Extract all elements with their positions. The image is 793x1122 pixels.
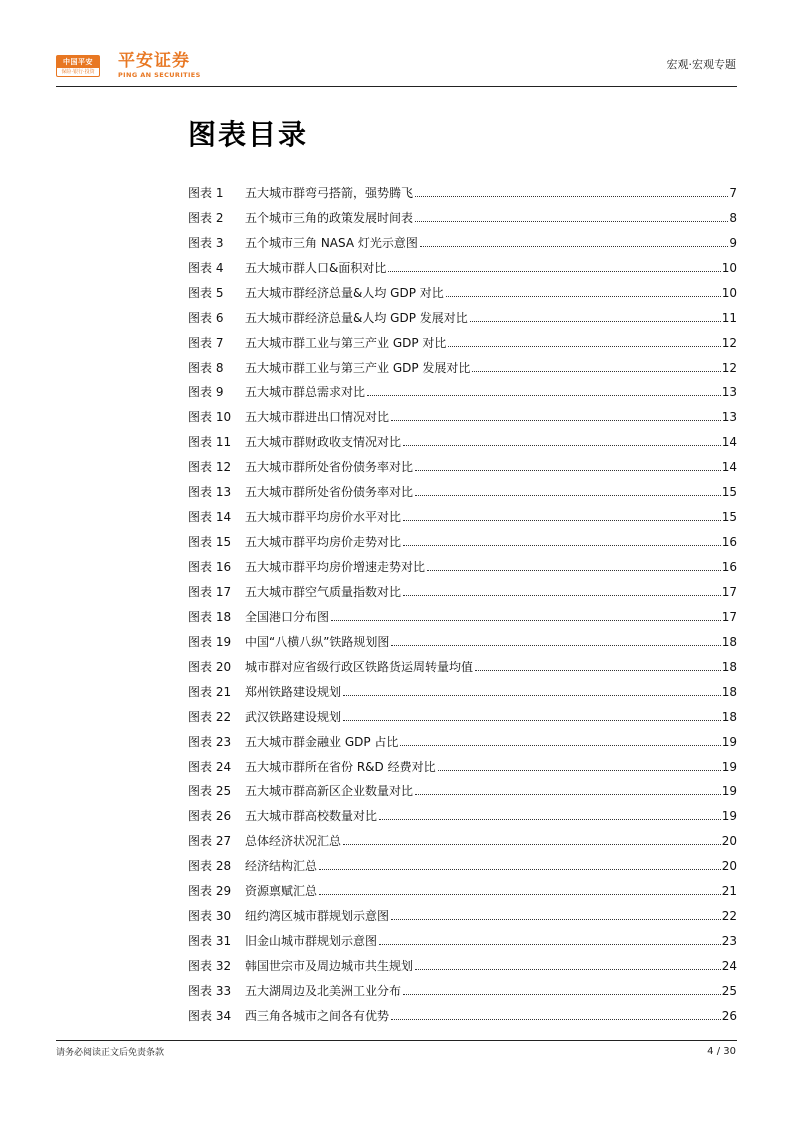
toc-entry-title: 五大城市群平均房价水平对比 — [245, 510, 402, 525]
toc-entry-label: 图表 23 — [188, 734, 232, 749]
toc-entry-label: 图表 6 — [188, 310, 224, 325]
toc-entry-label: 图表 15 — [188, 535, 232, 550]
toc-entry[interactable] — [188, 824, 737, 849]
toc-entry[interactable] — [188, 475, 737, 500]
toc-entry-title: 五大城市群所在省份 R&D 经费对比 — [245, 759, 436, 774]
toc-entry[interactable] — [188, 400, 737, 425]
toc-entry-title: 五大城市群弯弓搭箭，强势腾飞 — [245, 185, 414, 200]
toc-dot-leader — [415, 470, 721, 471]
toc-entry-title: 城市群对应省级行政区铁路货运周转量均值 — [245, 659, 474, 674]
toc-dot-leader — [415, 196, 728, 197]
toc-entry-title: 武汉铁路建设规划 — [245, 709, 342, 724]
toc-entry[interactable] — [188, 326, 737, 351]
toc-dot-leader — [438, 770, 721, 771]
toc-entry-label: 图表 32 — [188, 959, 232, 973]
toc-entry-title: 五大城市群总需求对比 — [245, 385, 366, 400]
toc-entry-label: 图表 4 — [188, 260, 224, 275]
toc-entry-label: 图表 17 — [188, 584, 232, 599]
toc-entry[interactable] — [188, 799, 737, 824]
toc-entry-label: 图表 28 — [188, 859, 232, 874]
toc-entry-page: 20 — [721, 834, 737, 849]
toc-entry-page: 18 — [721, 659, 737, 674]
toc-entry-title: 五大城市群所处省份债务率对比 — [245, 485, 414, 500]
toc-entry-label: 图表 8 — [188, 360, 224, 375]
toc-entry-title: 五个城市三角 NASA 灯光示意图 — [245, 235, 418, 250]
toc-entry[interactable] — [188, 450, 737, 475]
toc-entry-title: 五大城市群经济总量&人均 GDP 对比 — [245, 285, 444, 300]
toc-dot-leader — [391, 420, 721, 421]
toc-entry-label: 图表 5 — [188, 285, 224, 300]
toc-entry[interactable] — [188, 874, 737, 899]
toc-entry-label: 图表 10 — [188, 410, 232, 425]
toc-entry-page: 19 — [721, 734, 737, 749]
toc-dot-leader — [343, 720, 721, 721]
toc-entry-label: 图表 24 — [188, 759, 232, 774]
toc-entry-title: 五大城市群人口&面积对比 — [245, 260, 387, 275]
toc-entry[interactable] — [188, 650, 737, 675]
toc-entry-label: 图表 7 — [188, 335, 224, 350]
toc-entry-page: 22 — [721, 909, 737, 924]
toc-entry[interactable] — [188, 700, 737, 725]
toc-entry[interactable] — [188, 750, 737, 775]
toc-entry-page: 20 — [721, 859, 737, 874]
toc-entry-page: 17 — [721, 584, 737, 599]
toc-dot-leader — [367, 395, 721, 396]
toc-entry[interactable] — [188, 226, 737, 251]
toc-entry[interactable] — [188, 949, 737, 974]
toc-entry[interactable] — [188, 775, 737, 800]
toc-entry-label: 图表 13 — [188, 485, 232, 500]
toc-entry[interactable] — [188, 575, 737, 600]
toc-entry-label: 图表 9 — [188, 385, 224, 400]
toc-entry[interactable] — [188, 176, 737, 201]
toc-entry[interactable] — [188, 625, 737, 650]
toc-entry[interactable] — [188, 525, 737, 550]
toc-entry-label: 图表 3 — [188, 235, 224, 250]
toc-entry-title: 五大城市群金融业 GDP 占比 — [245, 734, 399, 749]
toc-dot-leader — [391, 1019, 721, 1020]
toc-entry-page: 23 — [721, 934, 737, 949]
toc-dot-leader — [379, 819, 721, 820]
toc-entry-label: 图表 21 — [188, 684, 232, 699]
toc-entry-label: 图表 12 — [188, 460, 232, 475]
toc-dot-leader — [403, 520, 721, 521]
toc-entry-page: 24 — [721, 959, 737, 973]
toc-entry[interactable] — [188, 351, 737, 376]
toc-entry-page: 13 — [721, 410, 737, 425]
toc-entry-title: 郑州铁路建设规划 — [245, 684, 342, 699]
toc-dot-leader — [388, 271, 720, 272]
toc-dot-leader — [319, 869, 721, 870]
toc-dot-leader — [391, 919, 721, 920]
toc-entry-title: 五大城市群空气质量指数对比 — [245, 584, 402, 599]
toc-dot-leader — [403, 545, 721, 546]
toc-dot-leader — [475, 670, 721, 671]
toc-entry-page: 19 — [721, 784, 737, 799]
header-divider — [56, 86, 737, 87]
toc-dot-leader — [403, 994, 721, 995]
toc-entry[interactable] — [188, 425, 737, 450]
toc-entry-title: 西三角各城市之间各有优势 — [245, 1008, 390, 1023]
toc-entry-title: 五大城市群平均房价走势对比 — [245, 535, 402, 550]
toc-dot-leader — [343, 695, 721, 696]
toc-dot-leader — [403, 595, 721, 596]
toc-entry-page: 19 — [721, 759, 737, 774]
toc-entry-page: 19 — [721, 809, 737, 824]
toc-entry[interactable] — [188, 924, 737, 949]
toc-entry[interactable] — [188, 301, 737, 326]
toc-entry-page: 11 — [721, 310, 737, 325]
toc-dot-leader — [343, 844, 721, 845]
toc-dot-leader — [470, 321, 721, 322]
toc-dot-leader — [319, 894, 721, 895]
toc-entry[interactable] — [188, 500, 737, 525]
toc-entry-page: 16 — [721, 560, 737, 574]
toc-entry-page: 14 — [721, 435, 737, 450]
toc-entry-label: 图表 2 — [188, 210, 224, 225]
toc-dot-leader — [403, 445, 721, 446]
toc-entry-page: 16 — [721, 535, 737, 550]
toc-entry-label: 图表 26 — [188, 809, 232, 824]
toc-entry-title: 经济结构汇总 — [245, 859, 318, 874]
toc-entry-page: 13 — [721, 385, 737, 400]
toc-dot-leader — [331, 620, 721, 621]
toc-entry-label: 图表 18 — [188, 609, 232, 624]
toc-entry-title: 资源禀赋汇总 — [245, 884, 318, 899]
toc-entry-title: 五大城市群经济总量&人均 GDP 发展对比 — [245, 310, 468, 325]
toc-entry-page: 26 — [721, 1008, 737, 1023]
toc-entry-page: 15 — [721, 485, 737, 500]
toc-entry[interactable] — [188, 899, 737, 924]
ping-an-group-logo — [56, 55, 100, 77]
toc-entry-label: 图表 33 — [188, 983, 232, 998]
toc-dot-leader — [415, 969, 721, 970]
toc-dot-leader — [415, 221, 728, 222]
toc-entry-title: 五大城市群所处省份债务率对比 — [245, 460, 414, 475]
toc-entry-title: 五大城市群工业与第三产业 GDP 发展对比 — [245, 360, 471, 375]
toc-entry-title: 五大城市群财政收支情况对比 — [245, 435, 402, 450]
toc-dot-leader — [472, 371, 720, 372]
toc-entry-label: 图表 29 — [188, 884, 232, 899]
toc-entry[interactable] — [188, 675, 737, 700]
toc-entry[interactable] — [188, 849, 737, 874]
toc-entry-label: 图表 1 — [188, 185, 224, 200]
brand-name: 平安证券 — [118, 51, 190, 71]
brand-subtitle: PING AN SECURITIES — [118, 71, 201, 79]
toc-entry[interactable] — [188, 999, 737, 1024]
toc-entry-title: 五个城市三角的政策发展时间表 — [245, 210, 414, 225]
toc-entry-title: 五大城市群高新区企业数量对比 — [245, 784, 414, 799]
toc-entry-title: 五大城市群进出口情况对比 — [245, 410, 390, 425]
toc-dot-leader — [448, 346, 720, 347]
toc-entry-label: 图表 25 — [188, 784, 232, 799]
toc-entry-page: 25 — [721, 983, 737, 998]
toc-entry-label: 图表 20 — [188, 659, 232, 674]
toc-dot-leader — [391, 645, 720, 646]
toc-entry-title: 五大城市群平均房价增速走势对比 — [245, 560, 426, 574]
toc-dot-leader — [400, 745, 720, 746]
toc-entry[interactable] — [188, 376, 737, 401]
toc-entry-label: 图表 22 — [188, 709, 232, 724]
toc-entry-page: 8 — [729, 210, 737, 225]
toc-entry[interactable] — [188, 201, 737, 226]
toc-entry[interactable] — [188, 276, 737, 301]
toc-entry-title: 五大城市群高校数量对比 — [245, 809, 378, 824]
toc-entry-label: 图表 14 — [188, 510, 232, 525]
toc-entry[interactable] — [188, 974, 737, 999]
toc-entry-page: 18 — [721, 634, 737, 649]
toc-entry-label: 图表 19 — [188, 634, 232, 649]
toc-dot-leader — [427, 570, 721, 571]
page-indicator: 4 / 30 — [707, 1046, 736, 1057]
toc-entry-page: 21 — [721, 884, 737, 899]
toc-entry-title: 纽约湾区城市群规划示意图 — [245, 909, 390, 924]
toc-entry-title: 旧金山城市群规划示意图 — [245, 934, 378, 949]
toc-entry-label: 图表 27 — [188, 834, 232, 849]
page-header — [0, 0, 793, 90]
logo-bottom-text: 保险·银行·投资 — [61, 69, 95, 75]
toc-entry-title: 五大城市群工业与第三产业 GDP 对比 — [245, 335, 447, 350]
toc-entry-label: 图表 30 — [188, 909, 232, 924]
toc-entry-label: 图表 16 — [188, 560, 232, 574]
toc-entry-page: 15 — [721, 510, 737, 525]
toc-entry-label: 图表 31 — [188, 934, 232, 949]
toc-entry-page: 18 — [721, 684, 737, 699]
toc-entry-page: 12 — [721, 360, 737, 375]
logo-top-text: 中国平安 — [57, 56, 99, 68]
toc-entry-page: 17 — [721, 609, 737, 624]
toc-entry-page: 10 — [721, 260, 737, 275]
toc-dot-leader — [379, 944, 721, 945]
report-category: 宏观·宏观专题 — [666, 58, 736, 71]
toc-dot-leader — [420, 246, 728, 247]
toc-entry[interactable] — [188, 600, 737, 625]
toc-dot-leader — [446, 296, 721, 297]
toc-entry-title: 五大湖周边及北美洲工业分布 — [245, 983, 402, 998]
footer-disclaimer: 请务必阅读正文后免责条款 — [56, 1048, 165, 1058]
toc-dot-leader — [415, 794, 721, 795]
toc-entry-page: 10 — [721, 285, 737, 300]
table-of-figures — [188, 176, 737, 1024]
footer-divider — [56, 1040, 737, 1041]
toc-entry-title: 总体经济状况汇总 — [245, 834, 342, 849]
toc-entry-page: 14 — [721, 460, 737, 475]
toc-entry-page: 12 — [721, 335, 737, 350]
toc-entry[interactable] — [188, 725, 737, 750]
toc-entry[interactable] — [188, 251, 737, 276]
toc-entry-page: 9 — [729, 235, 737, 250]
toc-dot-leader — [415, 495, 721, 496]
toc-entry-label: 图表 11 — [188, 435, 232, 450]
toc-entry-page: 18 — [721, 709, 737, 724]
toc-entry[interactable] — [188, 550, 737, 575]
toc-entry-label: 图表 34 — [188, 1008, 232, 1023]
toc-entry-title: 全国港口分布图 — [245, 609, 330, 624]
toc-entry-title: 韩国世宗市及周边城市共生规划 — [245, 959, 414, 973]
page-title: 图表目录 — [188, 118, 309, 151]
toc-entry-title: 中国“八横八纵”铁路规划图 — [245, 634, 390, 649]
toc-entry-page: 7 — [729, 185, 737, 200]
